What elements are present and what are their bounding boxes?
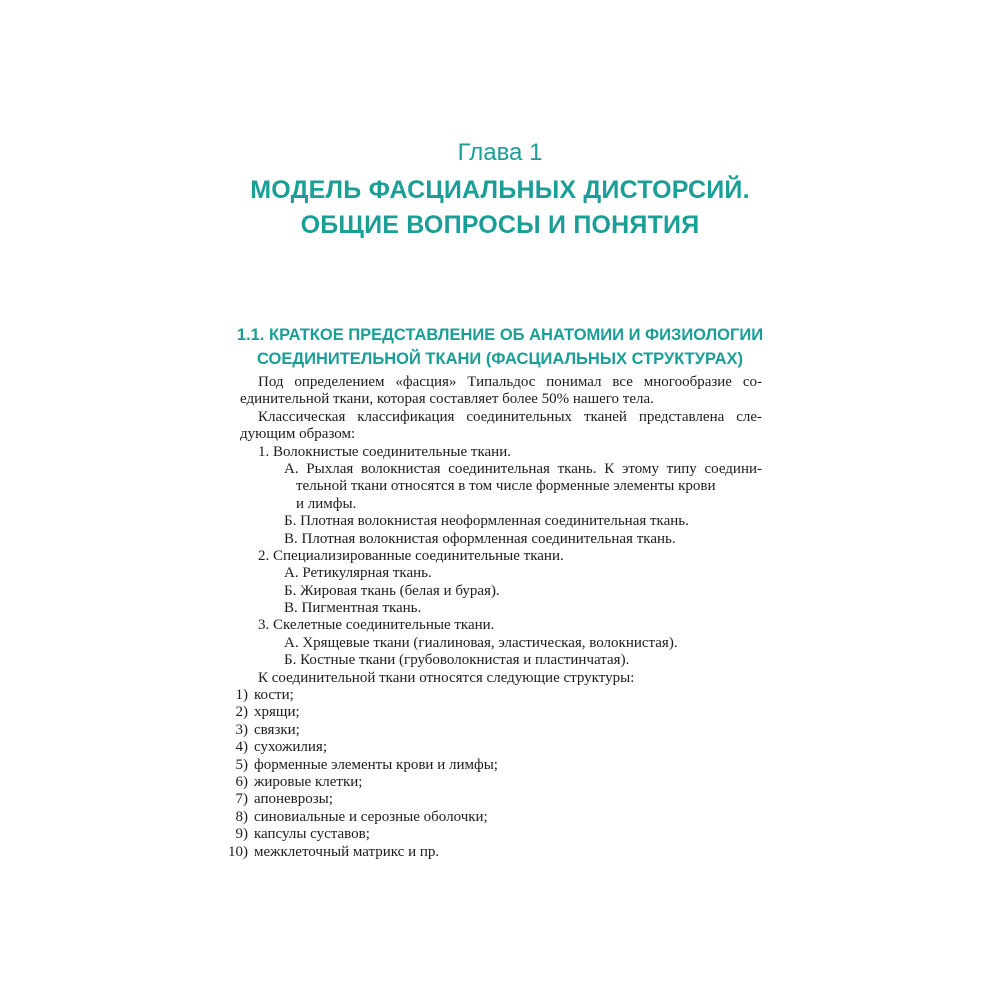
list-item (216, 809, 762, 826)
list-item (216, 722, 762, 739)
body-text (228, 374, 762, 861)
section-title-line: СОЕДИНИТЕЛЬНОЙ ТКАНИ (ФАСЦИАЛЬНЫХ СТРУКТУРАХ) (256, 350, 744, 368)
list-item-text: межклеточный матрикс и пр. (254, 843, 440, 860)
list-item-text: кости; (254, 687, 294, 704)
list-item-number: 5) (235, 756, 248, 773)
section-title (0, 323, 1000, 371)
classification-subitem: А. Хрящевые ткани (гиалиновая, эластическая, волокнистая). (284, 634, 678, 651)
list-item (216, 757, 762, 774)
section-title-line: 1.1. КРАТКОЕ ПРЕДСТАВЛЕНИЕ ОБ АНАТОМИИ И ФИЗИОЛОГИИ (236, 326, 764, 344)
list-item-text: сухожилия; (254, 739, 327, 756)
classification-subitem: Б. Костные ткани (грубоволокнистая и пластинчатая). (284, 652, 630, 669)
classification-item: 2. Специализированные соединительные ткани. (258, 547, 564, 564)
list-item-text: синовиальные и серозные оболочки; (254, 808, 488, 825)
list-item-number: 4) (235, 739, 248, 756)
list-item (216, 704, 762, 721)
list-item-number: 10) (228, 843, 248, 860)
list-item (216, 739, 762, 756)
list-item-number: 3) (235, 721, 248, 738)
list-item-text: связки; (254, 721, 300, 738)
list-item-text: форменные элементы крови и лимфы; (254, 756, 498, 773)
chapter-title-line: МОДЕЛЬ ФАСЦИАЛЬНЫХ ДИСТОРСИЙ. (250, 176, 750, 204)
structures-intro: К соединительной ткани относятся следующие структуры: (258, 669, 635, 686)
classification-subitem-line: тельной ткани относятся в том числе форменные элементы крови (296, 478, 716, 495)
list-item-number: 7) (235, 791, 248, 808)
list-item-text: апоневрозы; (254, 791, 333, 808)
paragraph-line: дующим образом: (240, 426, 356, 443)
classification-item: 1. Волокнистые соединительные ткани. (258, 443, 511, 460)
list-item (216, 774, 762, 791)
list-item-number: 1) (235, 687, 248, 704)
list-item-number: 6) (235, 773, 248, 790)
list-item-number: 8) (235, 808, 248, 825)
classification-subitem-line: А. Рыхлая волокнистая соединительная ткань. К этому типу соедини- (284, 460, 762, 477)
chapter-title-line: ОБЩИЕ ВОПРОСЫ И ПОНЯТИЯ (300, 211, 700, 239)
chapter-title (0, 173, 1000, 243)
list-item (216, 791, 762, 808)
classification-item: 3. Скелетные соединительные ткани. (258, 617, 495, 634)
chapter-label: Глава 1 (457, 139, 543, 166)
list-item (216, 687, 762, 704)
list-item-text: капсулы суставов; (254, 826, 370, 843)
paragraph-line: Классическая классификация соединительных тканей представлена сле- (258, 408, 762, 425)
list-item (216, 826, 762, 843)
classification-subitem: В. Пигментная ткань. (284, 600, 422, 617)
list-item-text: жировые клетки; (254, 773, 363, 790)
list-item-number: 9) (235, 826, 248, 843)
classification-subitem-line: и лимфы. (296, 495, 357, 512)
classification-subitem: В. Плотная волокнистая оформленная соединительная ткань. (284, 530, 676, 547)
classification-subitem: Б. Плотная волокнистая неоформленная соединительная ткань. (284, 513, 689, 530)
paragraph-line: единительной ткани, которая составляет более 50% нашего тела. (240, 391, 654, 408)
paragraph-line: Под определением «фасция» Типальдос понимал все многообразие со- (258, 374, 762, 390)
list-item-text: хрящи; (254, 704, 300, 721)
list-item (216, 844, 762, 861)
classification-subitem: А. Ретикулярная ткань. (284, 565, 432, 582)
list-item-number: 2) (235, 704, 248, 721)
structures-list (216, 687, 762, 861)
classification-subitem: Б. Жировая ткань (белая и бурая). (284, 582, 500, 599)
